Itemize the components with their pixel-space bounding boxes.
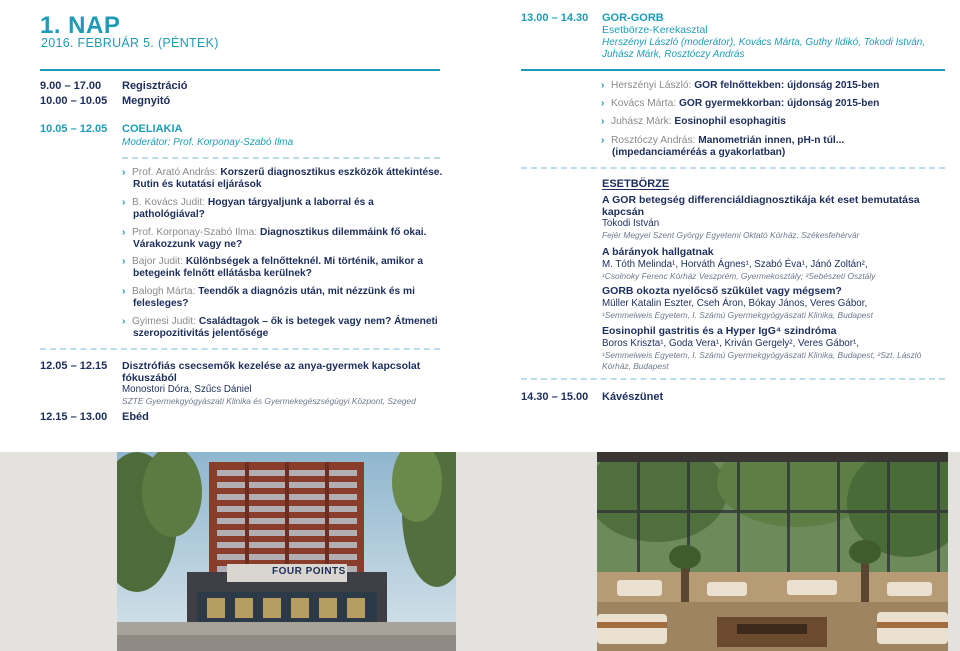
chevron-right-icon: › xyxy=(122,167,126,178)
case-title: GORB okozta nyelőcső szűkület vagy mégsem? xyxy=(602,285,842,297)
speaker: Prof. Arató András: xyxy=(132,167,218,178)
case-item xyxy=(602,246,947,282)
dashed-divider xyxy=(521,167,945,169)
talk-title: Manometrián innen, pH-n túl... xyxy=(698,135,845,146)
case-item xyxy=(602,194,947,241)
talk-title: Diagnosztikus dilemmáink fő okai. xyxy=(259,227,427,238)
time-gor: 13.00 – 14.30 xyxy=(521,12,589,24)
chevron-right-icon: › xyxy=(601,80,605,91)
talk-title-cont: (impedanciaméréás a gyakorlatban) xyxy=(612,147,786,158)
dashed-divider xyxy=(40,348,440,350)
time-lunch: 12.15 – 13.00 xyxy=(40,411,108,423)
case-item xyxy=(602,285,947,321)
chevron-right-icon: › xyxy=(601,116,605,127)
talk-title: Eosinophil esophagitis xyxy=(674,116,786,127)
speaker: B. Kovács Judit: xyxy=(132,197,206,208)
speaker: Herszényi László: xyxy=(611,80,692,91)
talk-title: Korszerű diagnosztikus eszközök áttekintése. xyxy=(220,167,443,178)
chevron-right-icon: › xyxy=(122,316,126,327)
opening-label: Megnyitó xyxy=(122,95,171,107)
time-coffee: 14.30 – 15.00 xyxy=(521,391,589,403)
case-authors: M. Tóth Melinda¹, Horváth Ágnes¹, Szabó Éva¹, Jánó Zoltán², xyxy=(602,259,868,270)
esetborze-heading: ESETBÖRZE xyxy=(602,178,670,190)
gor-subtitle: Esetbörze-Kerekasztal xyxy=(602,24,708,36)
time-lecture: 12.05 – 12.15 xyxy=(40,360,108,372)
case-authors: Müller Katalin Eszter, Cseh Áron, Bókay János, Veres Gábor, xyxy=(602,298,868,309)
case-affiliation: ¹Csolnoky Ferenc Kórház Veszprém, Gyermekosztály; ²Sebészeti Osztály xyxy=(602,271,876,281)
case-title: A bárányok hallgatnak xyxy=(602,246,714,258)
hotel-lobby-photo xyxy=(597,452,948,651)
chevron-right-icon: › xyxy=(601,98,605,109)
talk-title-cont: Rutin és kutatási eljárások xyxy=(133,179,262,190)
talk-title: Családtagok – ők is betegek vagy nem? Átmeneti xyxy=(198,316,438,327)
day-title: 1. NAP xyxy=(40,12,121,39)
case-affiliation: Fejér Megyei Szent György Egyetemi Oktató Kórház, Székesfehérvár xyxy=(602,230,860,240)
gor-people-line2: Juhász Márk, Rosztóczy András xyxy=(602,49,745,60)
case-authors: Tokodi István xyxy=(602,218,660,229)
dashed-divider xyxy=(521,378,945,380)
speaker: Kovács Márta: xyxy=(611,98,677,109)
talk-title: Különbségek a felnőtteknél. Mi történik, amikor a xyxy=(185,256,424,267)
talk-item xyxy=(122,227,443,251)
speaker: Gyimesi Judit: xyxy=(132,316,196,327)
talk-item xyxy=(122,316,443,340)
hotel-exterior-photo xyxy=(117,452,456,651)
chevron-right-icon: › xyxy=(601,135,605,146)
talk-item xyxy=(601,98,942,110)
talk-title: Teendők a diagnózis után, mit nézzünk és mi xyxy=(198,286,415,297)
gor-people-line1: Herszényi László (moderátor), Kovács Márta, Guthy Ildikó, Tokodi István, xyxy=(602,37,926,48)
speaker: Prof. Korponay-Szabó Ilma: xyxy=(132,227,258,238)
time-coeliakia: 10.05 – 12.05 xyxy=(40,123,108,135)
talk-item xyxy=(122,256,443,280)
talk-item xyxy=(601,135,942,159)
case-affiliation-line1: ¹Semmelweis Egyetem, I. Számú Gyermekgyógyászati Klinika, Budapest, ²Szt. László xyxy=(602,350,922,360)
chevron-right-icon: › xyxy=(122,286,126,297)
speaker: Balogh Márta: xyxy=(132,286,196,297)
talk-title-cont: Várakozzunk vagy ne? xyxy=(133,239,243,250)
lecture-affiliation: SZTE Gyermekgyógyászati Klinika és Gyermekegészségügyi Központ, Szeged xyxy=(122,396,416,406)
talk-title-cont: felesleges? xyxy=(133,298,189,309)
talk-item xyxy=(122,167,443,191)
divider xyxy=(40,69,440,71)
gor-title: GOR-GORB xyxy=(602,12,664,24)
talk-title: GOR felnőttekben: újdonság 2015-ben xyxy=(694,80,880,91)
gor-people xyxy=(602,37,942,61)
dashed-divider xyxy=(122,157,440,159)
time-opening: 10.00 – 10.05 xyxy=(40,95,108,107)
case-item xyxy=(602,325,947,372)
registration-label: Regisztráció xyxy=(122,80,188,92)
case-affiliation-line2: Kórház, Budapest xyxy=(602,361,669,371)
case-title: Eosinophil gastritis és a Hyper IgG⁴ szindróma xyxy=(602,325,837,337)
moderator: Moderátor: Prof. Korponay-Szabó Ilma xyxy=(122,137,294,148)
talk-title: Hogyan tárgyaljunk a laborral és a xyxy=(207,197,374,208)
talk-item xyxy=(122,286,443,310)
case-authors: Boros Kriszta¹, Goda Vera¹, Kriván Gergely², Veres Gábor¹, xyxy=(602,338,859,349)
chevron-right-icon: › xyxy=(122,227,126,238)
lecture-title xyxy=(122,360,442,384)
lecture-title-line2: fókuszából xyxy=(122,372,177,384)
chevron-right-icon: › xyxy=(122,197,126,208)
speaker: Juhász Márk: xyxy=(611,116,672,127)
case-affiliation xyxy=(602,350,947,372)
case-title-line2: kapcsán xyxy=(602,206,645,218)
coffee-label: Kávészünet xyxy=(602,391,664,403)
case-title xyxy=(602,194,947,218)
hotel-sign: FOUR POINTS xyxy=(272,566,346,577)
talk-item xyxy=(601,80,942,92)
talk-title: GOR gyermekkorban: újdonság 2015-ben xyxy=(678,98,880,109)
talk-item xyxy=(601,116,942,128)
coeliakia-title: COELIAKIA xyxy=(122,123,183,135)
speaker: Rosztóczy András: xyxy=(611,135,696,146)
speaker: Bajor Judit: xyxy=(132,256,183,267)
lunch-label: Ebéd xyxy=(122,411,149,423)
talk-item xyxy=(122,197,443,221)
lecture-authors: Monostori Dóra, Szűcs Dániel xyxy=(122,384,252,395)
talk-title-cont: betegeink felnőtt ellátásba kerülnek? xyxy=(133,268,312,279)
talk-title-cont: pathológiával? xyxy=(133,209,205,220)
case-title-line1: A GOR betegség differenciáldiagnosztikája két eset bemutatása xyxy=(602,194,920,206)
lecture-title-line1: Disztrófiás csecsemők kezelése az anya-gyermek kapcsolat xyxy=(122,360,421,372)
hotel-lobby-image xyxy=(597,452,948,651)
hotel-exterior-image xyxy=(117,452,456,651)
time-registration: 9.00 – 17.00 xyxy=(40,80,102,92)
chevron-right-icon: › xyxy=(122,256,126,267)
divider xyxy=(521,69,945,71)
day-date: 2016. FEBRUÁR 5. (PÉNTEK) xyxy=(41,36,219,50)
talk-title-cont: szeropozitivitás jelentősége xyxy=(133,328,269,339)
case-affiliation: ¹Semmelweis Egyetem, I. Számú Gyermekgyógyászati Klinika, Budapest xyxy=(602,310,873,320)
